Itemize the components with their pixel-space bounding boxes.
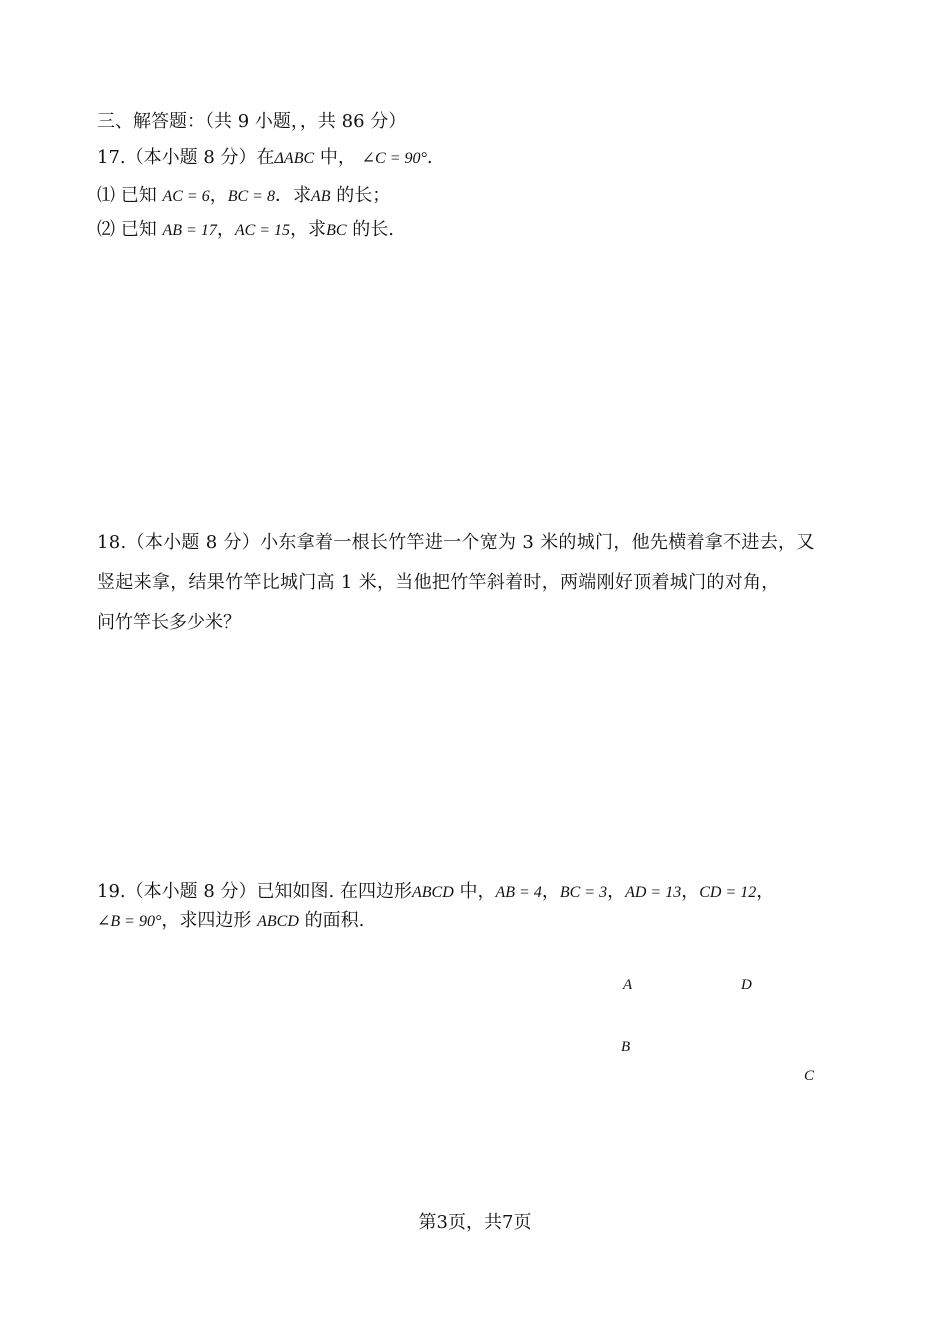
q17-p1-sep: ， xyxy=(209,185,228,206)
q17-p1-bc: BC = 8 xyxy=(227,188,275,205)
q18-line2: 竖起来拿，结果竹竿比城门高 1 米，当他把竹竿斜着时，两端刚好顶着城门的对角， xyxy=(97,572,780,593)
q17-p1-lead: ⑴ 已知 xyxy=(97,185,157,206)
q19-ab: AB = 4 xyxy=(495,884,542,901)
q19-abcd-2: ABCD xyxy=(257,913,299,930)
q17-p2-ab: AB = 17 xyxy=(162,222,217,239)
q19-line2-end: 的面积. xyxy=(304,910,365,931)
q17-angle: ∠C = 90° xyxy=(361,150,427,167)
figure-label-a: A xyxy=(623,977,633,993)
q18-line1: 18.（本小题 8 分）小东拿着一根长竹竿进一个宽为 3 米的城门，他先横着拿不进去，又 xyxy=(97,532,815,553)
q19-sep2: ， xyxy=(607,881,626,902)
q17-p2-mid: ，求 xyxy=(290,219,327,240)
q17-part1 xyxy=(97,181,390,207)
q17-p2-bc: BC xyxy=(326,222,347,239)
figure-label-c: C xyxy=(804,1068,815,1084)
q17-lead: 17.（本小题 8 分）在 xyxy=(97,147,275,168)
q19-lead: 19.（本小题 8 分）已知如图. 在四边形 xyxy=(97,881,412,902)
q19-ad: AD = 13 xyxy=(625,884,682,901)
q17-p2-ac: AC = 15 xyxy=(234,222,291,239)
q17-part2 xyxy=(97,215,394,241)
q19-bc: BC = 3 xyxy=(559,884,608,901)
q19-angle: ∠B = 90° xyxy=(97,913,162,930)
figure-label-d: D xyxy=(741,977,752,993)
q17-p2-sep: ， xyxy=(216,219,235,240)
q17-stem xyxy=(97,143,433,169)
q19-sep1: ， xyxy=(541,881,560,902)
q17-p1-mid: ．求 xyxy=(274,185,311,206)
q17-mid: 中， xyxy=(319,147,356,168)
q19-line1 xyxy=(97,877,774,903)
q17-p1-ab: AB xyxy=(310,188,331,205)
q19-line2-mid: ，求四边形 xyxy=(161,910,252,931)
q17-p2-end: 的长. xyxy=(352,219,394,240)
q19-abcd: ABCD xyxy=(411,884,454,901)
q17-p1-end: 的长； xyxy=(336,185,391,206)
q19-sep4: ， xyxy=(756,881,775,902)
q19-cd: CD = 12 xyxy=(699,884,757,901)
q18-line3: 问竹竿长多少米？ xyxy=(97,612,241,633)
q19-line2 xyxy=(97,906,364,932)
q17-p2-lead: ⑵ 已知 xyxy=(97,219,157,240)
figure-label-b: B xyxy=(621,1039,631,1055)
q19-mid: 中， xyxy=(459,881,496,902)
section-heading: 三、解答题：（共 9 小题，，共 86 分） xyxy=(97,111,407,132)
q17-end: . xyxy=(426,147,433,168)
q17-p1-ac: AC = 6 xyxy=(162,188,210,205)
q19-sep3: ， xyxy=(681,881,700,902)
page-footer: 第3页，共7页 xyxy=(418,1212,532,1233)
q17-triangle: ΔABC xyxy=(274,150,315,167)
